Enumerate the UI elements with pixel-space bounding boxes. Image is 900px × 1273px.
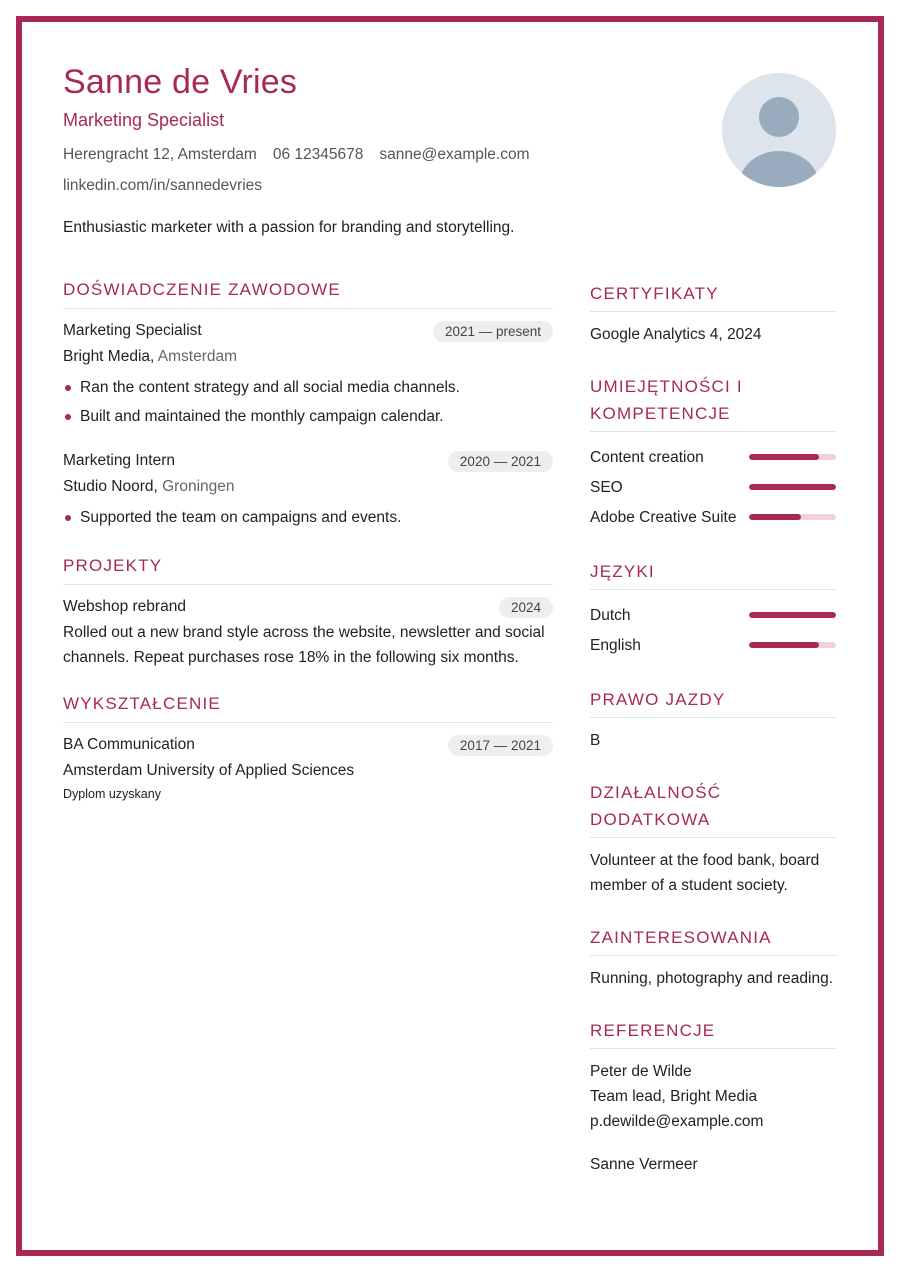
education-entry <box>63 733 553 801</box>
section-heading: CERTYFIKATY <box>590 280 836 312</box>
entry-title: BA Communication <box>63 736 195 753</box>
entry-title: Webshop rebrand <box>63 598 186 615</box>
interests-text: Running, photography and reading. <box>590 970 834 987</box>
date-badge: 2024 <box>499 597 553 618</box>
list-item: Ran the content strategy and all social media channels. <box>63 373 553 402</box>
skill-level-bar <box>749 484 836 490</box>
avatar <box>722 73 836 187</box>
section-heading: WYKSZTAŁCENIE <box>63 694 553 723</box>
section-heading: PRAWO JAZDY <box>590 686 836 718</box>
language-row <box>590 630 836 660</box>
right-column <box>590 280 836 1203</box>
projects-section <box>63 556 553 670</box>
certificate-item: Google Analytics 4, 2024 <box>590 326 762 343</box>
interests-section <box>590 924 836 991</box>
date-badge: 2021 — present <box>433 321 553 342</box>
language-label: Dutch <box>590 606 631 624</box>
language-level-bar <box>749 612 836 618</box>
entry-company: Bright Media, Amsterdam <box>63 348 238 365</box>
experience-section <box>63 280 553 532</box>
reference-name: Peter de Wilde <box>590 1063 692 1080</box>
entry-title: Marketing Intern <box>63 452 175 469</box>
section-heading: DZIAŁALNOŚĆ DODATKOWA <box>590 779 836 838</box>
project-entry <box>63 595 553 670</box>
experience-entry <box>63 449 553 532</box>
person-icon <box>722 73 836 187</box>
skill-level-bar <box>749 514 836 520</box>
language-level-bar <box>749 642 836 648</box>
section-heading: DOŚWIADCZENIE ZAWODOWE <box>63 280 553 309</box>
contact-line <box>63 146 530 164</box>
reference-email[interactable]: p.dewilde@example.com <box>590 1113 764 1130</box>
skills-section <box>590 373 836 532</box>
section-heading: ZAINTERESOWANIA <box>590 924 836 956</box>
section-heading: REFERENCJE <box>590 1017 836 1049</box>
bullet-list <box>63 373 553 431</box>
education-section <box>63 694 553 801</box>
email[interactable]: sanne@example.com <box>379 146 530 163</box>
section-heading: JĘZYKI <box>590 558 836 590</box>
degree-note: Dyplom uzyskany <box>63 787 161 801</box>
activities-section <box>590 779 836 898</box>
language-row <box>590 600 836 630</box>
address: Herengracht 12, Amsterdam <box>63 146 257 163</box>
certificates-section <box>590 280 836 347</box>
list-item: Built and maintained the monthly campaign calendar. <box>63 402 553 431</box>
linkedin-link[interactable]: linkedin.com/in/sannedevries <box>63 177 263 194</box>
left-column <box>63 280 553 825</box>
experience-entry <box>63 319 553 431</box>
date-badge: 2020 — 2021 <box>448 451 553 472</box>
skill-row <box>590 502 836 532</box>
section-heading: PROJEKTY <box>63 556 553 585</box>
job-title: Marketing Specialist <box>63 110 225 130</box>
skill-label: Adobe Creative Suite <box>590 508 737 526</box>
project-description: Rolled out a new brand style across the website, newsletter and social channels. Repeat purchases rose 18% in the following six months. <box>63 624 545 666</box>
date-badge: 2017 — 2021 <box>448 735 553 756</box>
references-section <box>590 1017 836 1177</box>
skill-label: Content creation <box>590 448 704 466</box>
bullet-list <box>63 503 553 532</box>
entry-company: Studio Noord, Groningen <box>63 478 235 495</box>
candidate-name: Sanne de Vries <box>63 63 298 101</box>
skill-level-bar <box>749 454 836 460</box>
list-item: Supported the team on campaigns and events. <box>63 503 553 532</box>
reference-name: Sanne Vermeer <box>590 1156 698 1173</box>
entry-title: Marketing Specialist <box>63 322 202 339</box>
reference-role: Team lead, Bright Media <box>590 1088 758 1105</box>
activities-text: Volunteer at the food bank, board member of a student society. <box>590 852 820 894</box>
license-value: B <box>590 732 601 749</box>
skill-row <box>590 472 836 502</box>
language-label: English <box>590 636 641 654</box>
skill-label: SEO <box>590 478 623 496</box>
languages-section <box>590 558 836 660</box>
school-name: Amsterdam University of Applied Sciences <box>63 762 355 779</box>
profile-summary: Enthusiastic marketer with a passion for branding and storytelling. <box>63 219 515 236</box>
phone[interactable]: 06 12345678 <box>272 146 364 163</box>
section-heading: UMIEJĘTNOŚCI I KOMPETENCJE <box>590 373 836 432</box>
skill-row <box>590 442 836 472</box>
license-section <box>590 686 836 753</box>
